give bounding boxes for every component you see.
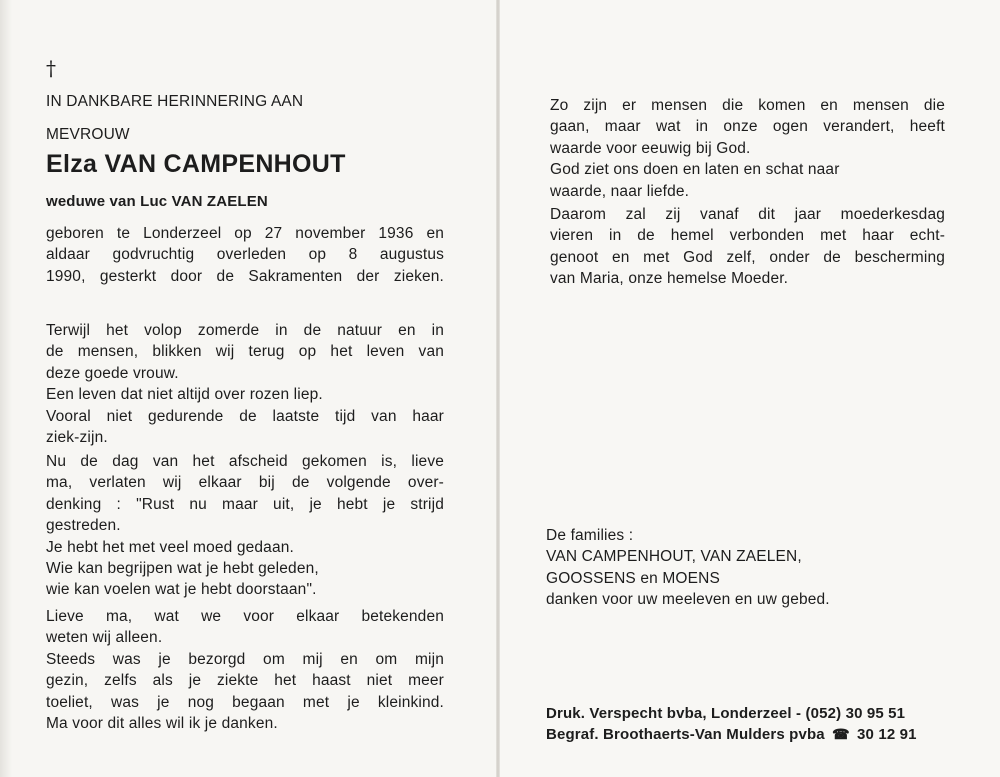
- text-line: aldaar godvruchtig overleden op 8 augustus: [46, 246, 444, 264]
- text-line: GOOSSENS en MOENS: [546, 569, 720, 587]
- card-fold: [496, 0, 500, 777]
- text-line: gezin, zelfs als je ziekte het haast niet meer: [46, 672, 444, 690]
- text-line: gaan, maar wat in onze ogen verandert, heeft: [550, 118, 945, 136]
- paragraph-summer: [46, 320, 444, 448]
- text-line: gestreden.: [46, 517, 121, 535]
- text-line: Nu de dag van het afscheid gekomen is, lieve: [46, 453, 444, 470]
- undertaker-line: [546, 724, 917, 745]
- text-line: Lieve ma, wat we voor elkaar betekenden: [46, 608, 444, 625]
- text-line: Terwijl het volop zomerde in de natuur en in: [46, 322, 444, 339]
- text-line: Wie kan begrijpen wat je hebt geleden,: [46, 560, 319, 578]
- text-line: geboren te Londerzeel op 27 november 1936 en: [46, 225, 444, 242]
- text-line: Steeds was je bezorgd om mij en om mijn: [46, 650, 444, 668]
- text-line: waarde voor eeuwig bij God.: [550, 139, 751, 157]
- heading-in-memory: IN DANKBARE HERINNERING AAN: [46, 93, 304, 110]
- text-line: deze goede vrouw.: [46, 364, 179, 382]
- text-line: wie kan voelen wat je hebt doorstaan".: [46, 581, 317, 599]
- text-line: waarde, naar liefde.: [550, 182, 690, 200]
- text-line: van Maria, onze hemelse Moeder.: [550, 270, 789, 288]
- phone-icon: ☎: [832, 726, 850, 743]
- heading-title: MEVROUW: [46, 126, 130, 143]
- text-line: De families :: [546, 527, 634, 544]
- undertaker-phone: 30 12 91: [857, 726, 917, 744]
- text-line: genoot en met God zelf, onder de bescherming: [550, 248, 945, 266]
- text-line: ma, verlaten wij elkaar bij de volgende over-: [46, 474, 444, 492]
- text-line: danken voor uw meeleven en uw gebed.: [546, 591, 830, 609]
- text-line: Een leven dat niet altijd over rozen liep.: [46, 386, 323, 404]
- text-line: Daarom zal zij vanaf dit jaar moederkesdag: [550, 206, 945, 223]
- text-line: 1990, gesterkt door de Sakramenten der zieken.: [46, 267, 444, 285]
- text-line: Zo zijn er mensen die komen en mensen die: [550, 97, 945, 114]
- paragraph-people: [550, 95, 945, 202]
- paragraph-mothers-day: [550, 204, 945, 290]
- paragraph-thanks-mother: [46, 606, 444, 734]
- deceased-name: Elza VAN CAMPENHOUT: [46, 150, 346, 178]
- printer-credits: [546, 703, 917, 746]
- text-line: Ma voor dit alles wil ik je danken.: [46, 715, 278, 733]
- text-line: de mensen, blikken wij terug op het leven van: [46, 343, 444, 361]
- widow-of: weduwe van Luc VAN ZAELEN: [46, 193, 268, 210]
- families-thanks: [546, 525, 830, 611]
- bio-paragraph: [46, 223, 444, 287]
- text-line: VAN CAMPENHOUT, VAN ZAELEN,: [546, 548, 802, 566]
- text-line: denking : "Rust nu maar uit, je hebt je strijd: [46, 495, 444, 513]
- text-line: ziek-zijn.: [46, 429, 108, 447]
- undertaker-name: Begraf. Broothaerts-Van Mulders pvba: [546, 726, 825, 744]
- cross-icon: †: [46, 56, 56, 80]
- text-line: Vooral niet gedurende de laatste tijd van haar: [46, 407, 444, 425]
- text-line: toeliet, was je nog begaan met je kleinkind.: [46, 693, 444, 711]
- paragraph-farewell: [46, 451, 444, 601]
- page-edge-shadow: [0, 0, 12, 777]
- text-line: vieren in de hemel verbonden met haar echt-: [550, 227, 945, 245]
- printer-line: Druk. Verspecht bvba, Londerzeel - (052) 30 95 51: [546, 705, 906, 722]
- text-line: weten wij alleen.: [46, 629, 163, 647]
- text-line: Je hebt het met veel moed gedaan.: [46, 538, 294, 556]
- text-line: God ziet ons doen en laten en schat naar: [550, 161, 840, 179]
